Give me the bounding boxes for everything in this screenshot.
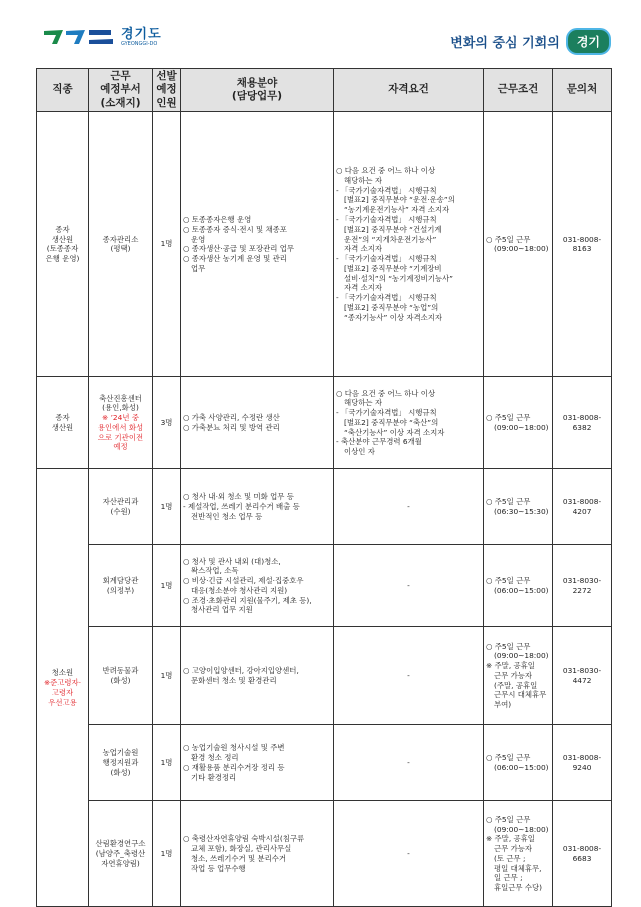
slogan-text: 변화의 중심 기회의 bbox=[450, 36, 560, 51]
col-contact: 문의처 bbox=[553, 69, 612, 112]
cell-dept: 산림환경연구소 (남양주_축령산 자연휴양림) bbox=[89, 801, 153, 907]
table-row bbox=[37, 627, 612, 725]
cell-cond: ○ 주5일 근무 (09:00~18:00) bbox=[484, 377, 553, 469]
col-field: 채용분야 (담당업무) bbox=[181, 69, 334, 112]
cell-qual: - bbox=[334, 545, 484, 627]
cell-count: 3명 bbox=[153, 377, 181, 469]
relocation-note: ※ ’24년 중 bbox=[102, 413, 139, 423]
cell-field: ○ 고양이입양센터, 강아지입양센터, 문화센터 청소 및 환경관리 bbox=[181, 627, 334, 725]
slogan bbox=[450, 28, 611, 55]
cell-cond: ○ 주5일 근무 (09:00~18:00) ※ 주말, 공휴일 근무 가능자 (주말, 공휴일 근무시 대체휴무 부여) bbox=[484, 627, 553, 725]
col-dept: 근무 예정부서 (소재지) bbox=[89, 69, 153, 112]
cell-dept: 농업기술원 행정지원과 (화성) bbox=[89, 725, 153, 801]
cell-qual: - bbox=[334, 627, 484, 725]
gyeonggi-logo bbox=[43, 26, 162, 48]
slogan-badge: 경기 bbox=[566, 28, 611, 55]
table-row bbox=[37, 377, 612, 469]
cell-cond: ○ 주5일 근무 (06:30~15:30) bbox=[484, 469, 553, 545]
cell-contact: 031-8008- 8163 bbox=[553, 112, 612, 377]
cell-count: 1명 bbox=[153, 112, 181, 377]
cell-field: ○ 청사 및 관사 내외 (대)청소, 왁스작업, 소독 ○ 비상·긴급 시설관리, 제설·집중호우 대응(청소분야 청사관리 지원) ○ 조경·초화관리 지원(물주기, 제초 등), 청사관리 업무 지원 bbox=[181, 545, 334, 627]
cell-contact: 031-8008- 4207 bbox=[553, 469, 612, 545]
cell-cond: ○ 주5일 근무 (06:00~15:00) bbox=[484, 545, 553, 627]
cell-job: 종자 생산원 (토종종자 은행 운영) bbox=[37, 112, 89, 377]
cell-field: ○ 농업기술원 청사시설 및 주변 환경 청소 정리 ○ 재활용품 분리수거장 정리 등 기타 환경정리 bbox=[181, 725, 334, 801]
cell-contact: 031-8008- 6683 bbox=[553, 801, 612, 907]
col-job: 직종 bbox=[37, 69, 89, 112]
cell-field: ○ 청사 내·외 청소 및 미화 업무 등 - 제설작업, 쓰레기 분리수거 배출 등 전반적인 청소 업무 등 bbox=[181, 469, 334, 545]
cell-count: 1명 bbox=[153, 725, 181, 801]
col-count: 선발 예정 인원 bbox=[153, 69, 181, 112]
cell-field: ○ 토종종자은행 운영 ○ 토종종자 증식·전시 및 채종포 운영 ○ 종자생산·공급 및 포장관리 업무 ○ 종자생산 농기계 운영 및 관리 업무 bbox=[181, 112, 334, 377]
gyeonggi-logo-mark-icon bbox=[43, 26, 115, 48]
table-row bbox=[37, 545, 612, 627]
cell-qual: ○ 다음 요건 중 어느 하나 이상 해당하는 자 - 「국가기술자격법」 시행규칙 [별표2] 중직무분야 “운전·운송”의 “농기계운전기능사” 자격 소지자 - 「국가기술자격법」 시행규칙 [별표2] 중직무분야 “건설기계 운전”의 “지게차운전기능사” 자격 소지자 - 「국가기술자격법」 시행규칙 [별표2] 중직무분야 “기계장비 설비·설치”의 “농기계정비기능사” 자격 소지자 - 「국가기술자격법」 시행규칙 [별표2] 중직무분야 “농업”의 “종자기능사” 이상 자격소지자 bbox=[334, 112, 484, 377]
cell-count: 1명 bbox=[153, 627, 181, 725]
cell-qual: - bbox=[334, 725, 484, 801]
priority-note: ※준고령자· bbox=[43, 678, 82, 688]
cell-contact: 031-8030- 4472 bbox=[553, 627, 612, 725]
col-qual: 자격요건 bbox=[334, 69, 484, 112]
cell-dept: 축산진흥센터 (용인,화성) ※ ’24년 중 용인에서 화성 으로 기관이전 예정 bbox=[89, 377, 153, 469]
cell-cond: ○ 주5일 근무 (09:00~18:00) ※ 주말, 공휴일 근무 가능자 (토 근무 ; 평일 대체휴무, 일 근무 ; 휴일근무 수당) bbox=[484, 801, 553, 907]
cell-cond: ○ 주5일 근무 (09:00~18:00) bbox=[484, 112, 553, 377]
cell-qual: - bbox=[334, 801, 484, 907]
cell-count: 1명 bbox=[153, 545, 181, 627]
cell-job: 청소원 ※준고령자· 고령자 우선고용 bbox=[37, 469, 89, 907]
table-row bbox=[37, 112, 612, 377]
cell-job: 종자 생산원 bbox=[37, 377, 89, 469]
cell-count: 1명 bbox=[153, 469, 181, 545]
recruitment-table bbox=[36, 68, 612, 907]
cell-contact: 031-8030- 2272 bbox=[553, 545, 612, 627]
cell-dept: 자산관리과 (수원) bbox=[89, 469, 153, 545]
cell-qual: - bbox=[334, 469, 484, 545]
col-cond: 근무조건 bbox=[484, 69, 553, 112]
logo-name: 경기도 bbox=[121, 26, 162, 42]
table-header-row bbox=[37, 69, 612, 112]
table-row bbox=[37, 725, 612, 801]
cell-cond: ○ 주5일 근무 (06:00~15:00) bbox=[484, 725, 553, 801]
table-row bbox=[37, 801, 612, 907]
page-header bbox=[0, 0, 641, 66]
cell-field: ○ 축령산자연휴양림 숙박시설(침구류 교체 포함), 화장실, 관리사무실 청소, 쓰레기수거 및 분리수거 작업 등 업무수행 bbox=[181, 801, 334, 907]
cell-count: 1명 bbox=[153, 801, 181, 907]
cell-qual: ○ 다음 요건 중 어느 하나 이상 해당하는 자 - 「국가기술자격법」 시행규칙 [별표2] 중직무분야 “축산”의 “축산기능사” 이상 자격 소지자 - 축산분야 근무경력 6개월 이상인 자 bbox=[334, 377, 484, 469]
cell-field: ○ 가축 사양관리, 수정란 생산 ○ 가축분뇨 처리 및 방역 관리 bbox=[181, 377, 334, 469]
cell-dept: 회계담당관 (의정부) bbox=[89, 545, 153, 627]
cell-dept: 반려동물과 (화성) bbox=[89, 627, 153, 725]
table-row bbox=[37, 469, 612, 545]
cell-contact: 031-8008- 6382 bbox=[553, 377, 612, 469]
cell-contact: 031-8008- 9240 bbox=[553, 725, 612, 801]
logo-name-en: GYEONGGI-DO bbox=[121, 40, 158, 47]
cell-dept: 종자관리소 (평택) bbox=[89, 112, 153, 377]
